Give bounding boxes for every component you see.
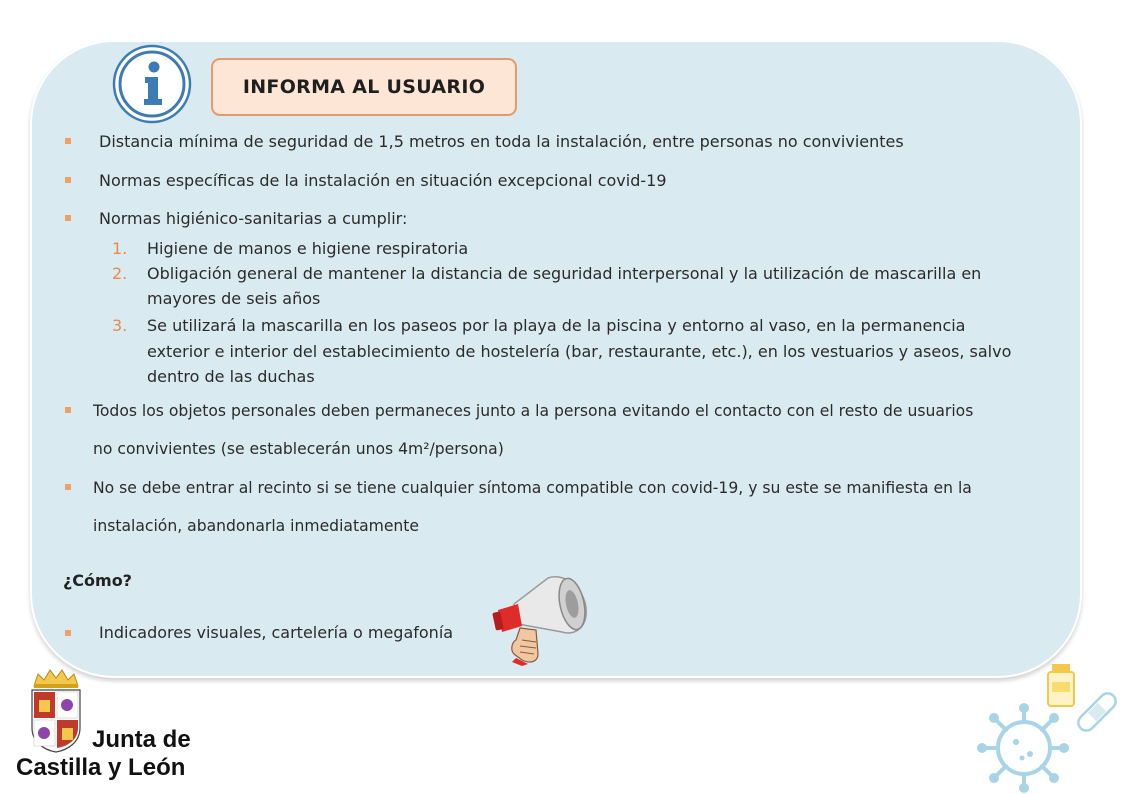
header-title: INFORMA AL USUARIO — [211, 58, 517, 116]
logo-line-2: Castilla y León — [16, 754, 186, 781]
bullet-text: no convivientes (se establecerán unos 4m²/persona) — [93, 440, 504, 458]
como-heading: ¿Cómo? — [63, 571, 132, 590]
bullet-marker — [65, 138, 71, 144]
list-item-text: dentro de las duchas — [147, 367, 315, 386]
bullet-marker — [65, 407, 71, 413]
list-item-text: Higiene de manos e higiene respiratoria — [147, 239, 469, 258]
bullet-text: instalación, abandonarla inmediatamente — [93, 517, 419, 535]
list-number: 3. — [112, 316, 128, 335]
megaphone-icon — [492, 570, 592, 666]
list-number: 1. — [112, 239, 128, 258]
junta-logo — [16, 726, 191, 782]
info-icon — [112, 44, 192, 124]
virus-vial-bandage-icon — [962, 650, 1122, 794]
bullet-text: Todos los objetos personales deben permaneces junto a la persona evitando el contacto con el resto de usuarios — [93, 402, 974, 420]
list-item-text: Se utilizará la mascarilla en los paseos por la playa de la piscina y entorno al vaso, en la permanencia — [147, 316, 966, 335]
bullet-marker — [65, 215, 71, 221]
bullet-text: No se debe entrar al recinto si se tiene cualquier síntoma compatible con covid-19, y su este se manifiesta en la — [93, 479, 972, 497]
bullet-text: Normas higiénico-sanitarias a cumplir: — [99, 209, 408, 228]
list-item-text: Obligación general de mantener la distancia de seguridad interpersonal y la utilización de mascarilla en — [147, 264, 982, 283]
list-item-text: exterior e interior del establecimiento de hostelería (bar, restaurante, etc.), en los vestuarios y aseos, salvo — [147, 342, 1012, 361]
bullet-marker — [65, 177, 71, 183]
logo-line-1: Junta de — [92, 726, 191, 753]
bullet-text: Distancia mínima de seguridad de 1,5 metros en toda la instalación, entre personas no convivientes — [99, 132, 904, 151]
list-item-text: mayores de seis años — [147, 289, 321, 308]
como-item-text: Indicadores visuales, cartelería o megafonía — [99, 623, 454, 642]
list-number: 2. — [112, 264, 128, 283]
bullet-marker — [65, 484, 71, 490]
bullet-marker — [65, 630, 71, 636]
bullet-text: Normas específicas de la instalación en situación excepcional covid-19 — [99, 171, 667, 190]
